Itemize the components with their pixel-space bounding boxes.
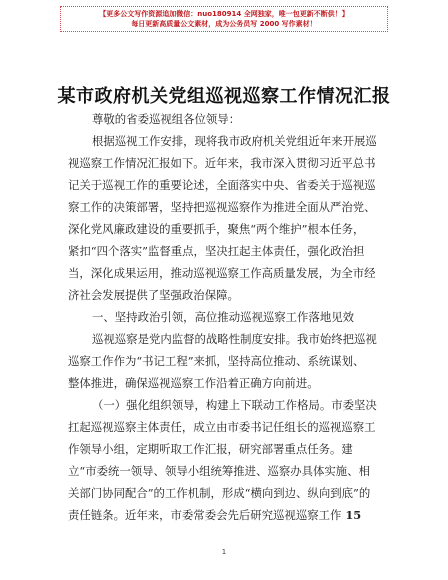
banner-line-1: 【更多公文写作资源追加微信：nuo180914 全网独家，唯一包更新不断供！】 — [99, 10, 349, 18]
document-title: 某市政府机关党组巡视巡察工作情况汇报 — [57, 86, 391, 107]
text-line: 深化党风廉政建设的重要抓手，聚焦“两个维护”根本任务， — [68, 222, 365, 236]
text-line: 整体推进，确保巡视巡察工作沿着正确方向前进。 — [68, 376, 319, 390]
text-line: 记关于巡视工作的重要论述，全面落实中央、省委关于巡视巡 — [68, 178, 376, 192]
text-line: 作领导小组，定期听取工作汇报，研究部署重点任务。建 — [68, 442, 353, 456]
text-line: 巡察工作作为“书记工程”来抓，坚持高位推动、系统谋划、 — [68, 354, 365, 368]
text-line: 济社会发展提供了坚强政治保障。 — [68, 288, 239, 302]
paragraph — [68, 328, 384, 394]
text-line: 当，深化成果运用，推动巡视巡察工作高质量发展，为全市经 — [68, 266, 376, 280]
document-body — [68, 108, 384, 526]
text-line: 根据巡视工作安排，现将我市政府机关党组近年来开展巡 — [92, 134, 377, 148]
text-line: （一）强化组织领导，构建上下联动工作格局。市委坚决 — [92, 398, 377, 412]
text-line: 尊敬的省委巡视组各位领导： — [92, 112, 241, 126]
page-number: 1 — [221, 548, 227, 556]
text-line: 一、坚持政治引领，高位推动巡视巡察工作落地见效 — [92, 310, 354, 324]
paragraph — [68, 306, 384, 328]
trailing-number: 15 — [341, 508, 362, 522]
paragraph — [68, 108, 384, 130]
text-line: 紧扣“四个落实”监督重点，坚决扛起主体责任，强化政治担 — [68, 244, 365, 258]
text-line: 察工作的决策部署，坚持把巡视巡察作为推进全面从严治党、 — [68, 200, 376, 214]
text-line: 立“市委统一领导、领导小组统筹推进、巡察办具体实施、相 — [68, 464, 370, 478]
promo-banner — [60, 6, 388, 32]
banner-line-2: 每日更新高质量公文素材，成为公务员写 2000 写作素材！ — [131, 20, 317, 28]
text-line: 巡视巡察是党内监督的战略性制度安排。我市始终把巡视 — [92, 332, 377, 346]
text-line: 扛起巡视巡察主体责任，成立由市委书记任组长的巡视巡察工 — [68, 420, 376, 434]
text-line — [68, 504, 384, 526]
paragraph — [68, 130, 384, 306]
text-line: 关部门协同配合”的工作机制，形成“横向到边、纵向到底”的 — [68, 486, 371, 500]
paragraph — [68, 394, 384, 526]
text-line-content: 责任链条。近年来，市委常委会先后研究巡视巡察工作 — [68, 508, 342, 522]
text-line: 视巡察工作情况汇报如下。近年来，我市深入贯彻习近平总书 — [68, 156, 376, 170]
